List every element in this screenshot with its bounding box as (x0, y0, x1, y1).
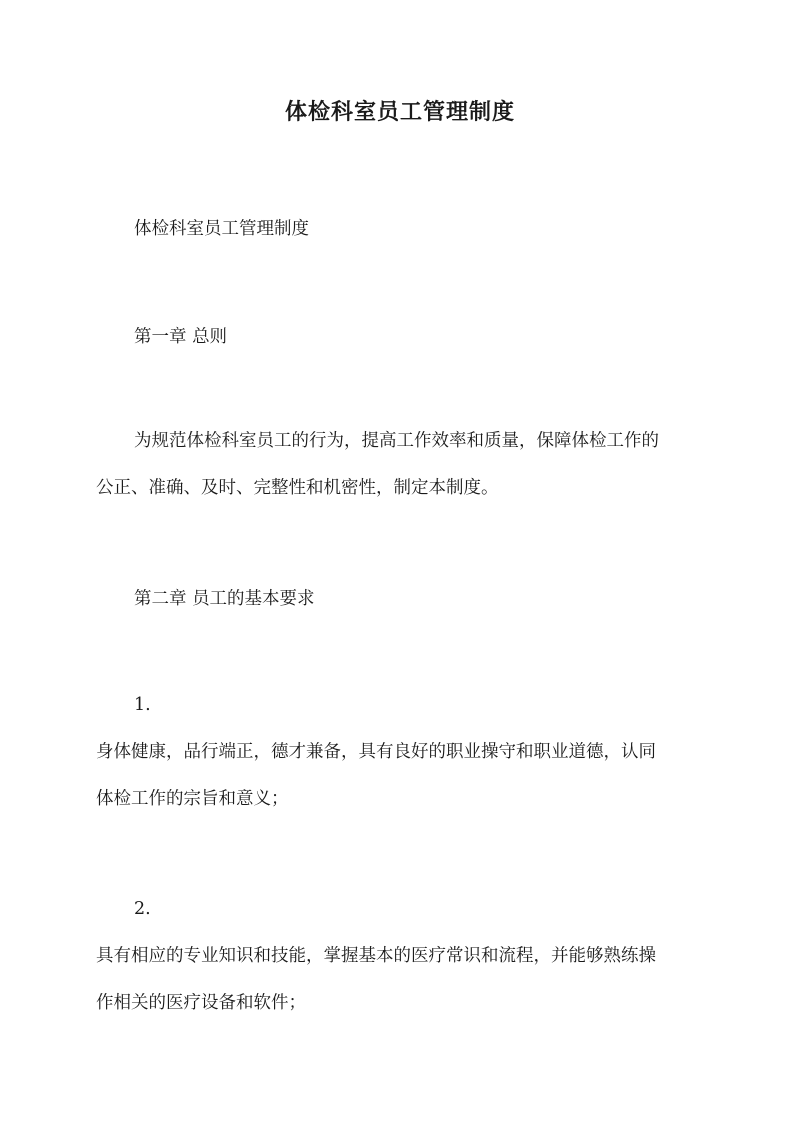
chapter-1-paragraph-line-1: 为规范体检科室员工的行为，提高工作效率和质量，保障体检工作的 (134, 431, 659, 451)
item-2-text (96, 933, 708, 1027)
chapter-2-heading: 第二章 员工的基本要求 (134, 589, 315, 609)
chapter-1-paragraph-line-2: 公正、准确、及时、完整性和机密性，制定本制度。 (96, 478, 499, 498)
item-1-text (96, 729, 708, 823)
item-1-number: 1. (134, 695, 151, 715)
item-2-text-line-2: 作相关的医疗设备和软件； (96, 993, 306, 1013)
chapter-1-heading: 第一章 总则 (134, 327, 228, 347)
document-subtitle: 体检科室员工管理制度 (134, 219, 309, 239)
item-2-text-line-1: 具有相应的专业知识和技能，掌握基本的医疗常识和流程，并能够熟练操 (96, 946, 656, 966)
item-1-text-line-2: 体检工作的宗旨和意义； (96, 789, 289, 809)
item-2-number: 2. (134, 899, 151, 919)
document-title: 体检科室员工管理制度 (284, 99, 515, 125)
chapter-1-paragraph (96, 418, 708, 512)
item-1-text-line-1: 身体健康，品行端正，德才兼备，具有良好的职业操守和职业道德，认同 (96, 742, 656, 762)
